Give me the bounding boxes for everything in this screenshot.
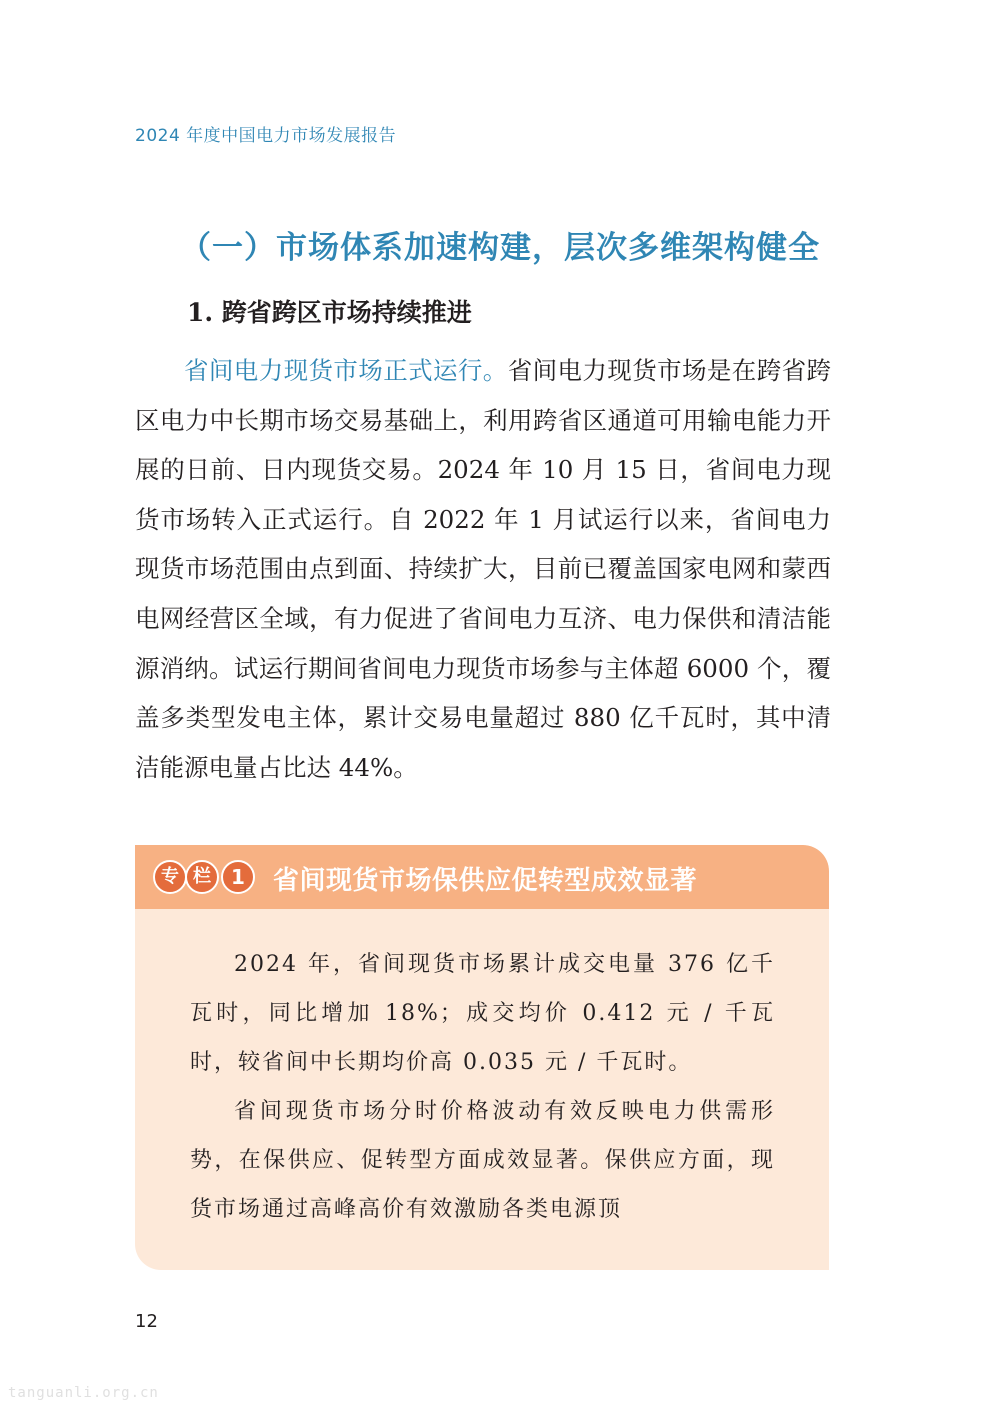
column-badge-char-2: 栏 [185, 860, 219, 894]
column-paragraph-2: 省间现货市场分时价格波动有效反映电力供需形势，在保供应、促转型方面成效显著。保供应方面，现货市场通过高峰高价有效激励各类电源顶 [190, 1099, 775, 1222]
column-box-body [190, 940, 775, 1234]
section-title: （一）市场体系加速构建，层次多维架构健全 [180, 230, 820, 266]
column-box-header [135, 845, 829, 909]
column-badge-number: 1 [221, 860, 255, 894]
body-paragraph [135, 346, 831, 792]
running-header: 2024 年度中国电力市场发展报告 [135, 126, 397, 146]
watermark: tanguanli.org.cn [8, 1385, 159, 1401]
column-badge-char-1: 专 [153, 860, 187, 894]
subsection-title: 1. 跨省跨区市场持续推进 [187, 298, 472, 327]
paragraph-lead: 省间电力现货市场正式运行。 [184, 356, 508, 385]
column-box-title: 省间现货市场保供应促转型成效显著 [273, 866, 698, 896]
column-paragraph-1: 2024 年，省间现货市场累计成交电量 376 亿千瓦时，同比增加 18%；成交均价 0.412 元 / 千瓦时，较省间中长期均价高 0.035 元 / 千瓦时。 [190, 952, 775, 1075]
paragraph-text: 省间电力现货市场是在跨省跨区电力中长期市场交易基础上，利用跨省区通道可用输电能力开展的日前、日内现货交易。2024 年 10 月 15 日，省间电力现货市场转入正式运行。自 2022 年 1 月试运行以来，省间电力现货市场范围由点到面、持续扩大，目前已覆盖国家电网和蒙西电网经营区全域，有力促进了省间电力互济、电力保供和清洁能源消纳。试运行期间省间电力现货市场参与主体超 6000 个，覆盖多类型发电主体，累计交易电量超过 880 亿千瓦时，其中清洁能源电量占比达 44%。 [135, 356, 832, 782]
column-box [135, 845, 829, 1270]
page-number: 12 [135, 1311, 158, 1332]
